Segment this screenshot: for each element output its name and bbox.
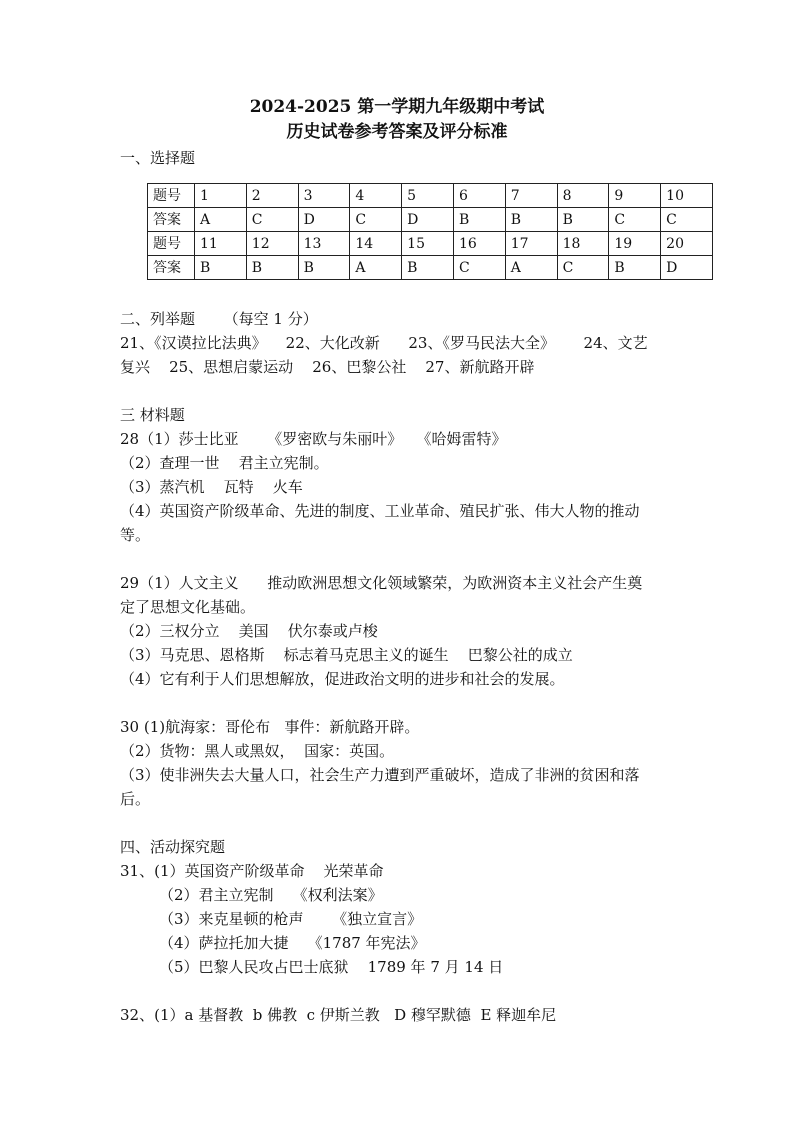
table-row bbox=[148, 208, 713, 232]
q30-line: （2）货物：黑人或黑奴， 国家：英国。 bbox=[120, 742, 395, 760]
q28-line: （4）英国资产阶级革命、先进的制度、工业革命、殖民扩张、伟大人物的推动 bbox=[120, 502, 640, 520]
q28-line: 28（1）莎士比亚 《罗密欧与朱丽叶》 《哈姆雷特》 bbox=[120, 430, 507, 448]
q31-line: 31、(1）英国资产阶级革命 光荣革命 bbox=[120, 862, 384, 880]
table-cell: 18 bbox=[557, 232, 609, 256]
table-cell: A bbox=[505, 256, 557, 280]
q28-line: （2）查理一世 君主立宪制。 bbox=[120, 454, 329, 472]
table-cell: D bbox=[661, 256, 713, 280]
table-cell: C bbox=[453, 256, 505, 280]
table-cell: D bbox=[402, 208, 454, 232]
section-heading-material: 三 材料题 bbox=[120, 406, 185, 424]
table-row-label: 答案 bbox=[148, 256, 195, 280]
q30-line: 后。 bbox=[120, 790, 151, 808]
table-cell: 10 bbox=[661, 184, 713, 208]
table-cell: 1 bbox=[194, 184, 246, 208]
table-cell: C bbox=[350, 208, 402, 232]
table-cell: 4 bbox=[350, 184, 402, 208]
table-row bbox=[148, 256, 713, 280]
q28-line: 等。 bbox=[120, 526, 151, 544]
table-cell: 20 bbox=[661, 232, 713, 256]
table-cell: 13 bbox=[298, 232, 350, 256]
q28-line: （3）蒸汽机 瓦特 火车 bbox=[120, 478, 303, 496]
list-answers-line: 复兴 25、思想启蒙运动 26、巴黎公社 27、新航路开辟 bbox=[120, 358, 535, 376]
table-cell: B bbox=[557, 208, 609, 232]
table-cell: 8 bbox=[557, 184, 609, 208]
q32-line: 32、(1）a 基督教 b 佛教 c 伊斯兰教 D 穆罕默德 E 释迦牟尼 bbox=[120, 1006, 557, 1024]
table-cell: 6 bbox=[453, 184, 505, 208]
table-cell: 12 bbox=[246, 232, 298, 256]
table-cell: C bbox=[609, 208, 661, 232]
section-heading-list: 二、列举题 （每空 1 分） bbox=[120, 310, 318, 328]
table-row-label: 题号 bbox=[148, 232, 195, 256]
q31-line: （2）君主立宪制 《权利法案》 bbox=[159, 886, 383, 904]
q29-line: 定了思想文化基础。 bbox=[120, 598, 256, 616]
q29-line: （3）马克思、恩格斯 标志着马克思主义的诞生 巴黎公社的成立 bbox=[120, 646, 573, 664]
table-cell: B bbox=[402, 256, 454, 280]
q31-line: （5）巴黎人民攻占巴士底狱 1789 年 7 月 14 日 bbox=[159, 958, 504, 976]
exam-title: 2024-2025 第一学期九年级期中考试 bbox=[249, 97, 545, 117]
table-cell: B bbox=[298, 256, 350, 280]
table-cell: B bbox=[246, 256, 298, 280]
list-answers-line: 21、《汉谟拉比法典》 22、大化改新 23、《罗马民法大全》 24、文艺 bbox=[120, 334, 648, 352]
table-cell: C bbox=[557, 256, 609, 280]
table-cell: C bbox=[246, 208, 298, 232]
table-cell: 2 bbox=[246, 184, 298, 208]
table-cell: 15 bbox=[402, 232, 454, 256]
table-row-label: 答案 bbox=[148, 208, 195, 232]
table-cell: 11 bbox=[194, 232, 246, 256]
table-row bbox=[148, 232, 713, 256]
table-row-label: 题号 bbox=[148, 184, 195, 208]
table-cell: 7 bbox=[505, 184, 557, 208]
table-cell: D bbox=[298, 208, 350, 232]
q29-line: 29（1）人文主义 推动欧洲思想文化领域繁荣，为欧洲资本主义社会产生奠 bbox=[120, 574, 643, 592]
exam-subtitle: 历史试卷参考答案及评分标准 bbox=[286, 122, 508, 142]
table-cell: 9 bbox=[609, 184, 661, 208]
table-row bbox=[148, 184, 713, 208]
q29-line: （4）它有利于人们思想解放，促进政治文明的进步和社会的发展。 bbox=[120, 670, 565, 688]
q29-line: （2）三权分立 美国 伏尔泰或卢梭 bbox=[120, 622, 378, 640]
table-cell: A bbox=[350, 256, 402, 280]
choice-answer-table bbox=[147, 183, 713, 280]
table-cell: B bbox=[194, 256, 246, 280]
q30-line: （3）使非洲失去大量人口，社会生产力遭到严重破坏，造成了非洲的贫困和落 bbox=[120, 766, 640, 784]
table-cell: 3 bbox=[298, 184, 350, 208]
section-heading-choice: 一、选择题 bbox=[120, 149, 196, 167]
table-cell: B bbox=[609, 256, 661, 280]
table-cell: 14 bbox=[350, 232, 402, 256]
q31-line: （4）萨拉托加大捷 《1787 年宪法》 bbox=[159, 934, 426, 952]
table-cell: B bbox=[453, 208, 505, 232]
table-cell: C bbox=[661, 208, 713, 232]
table-cell: B bbox=[505, 208, 557, 232]
table-cell: 5 bbox=[402, 184, 454, 208]
section-heading-activity: 四、活动探究题 bbox=[120, 838, 226, 856]
q30-line: 30 (1)航海家：哥伦布 事件：新航路开辟。 bbox=[120, 718, 420, 736]
table-cell: 19 bbox=[609, 232, 661, 256]
table-cell: 16 bbox=[453, 232, 505, 256]
q31-line: （3）来克星顿的枪声 《独立宣言》 bbox=[159, 910, 423, 928]
table-cell: A bbox=[194, 208, 246, 232]
table-cell: 17 bbox=[505, 232, 557, 256]
